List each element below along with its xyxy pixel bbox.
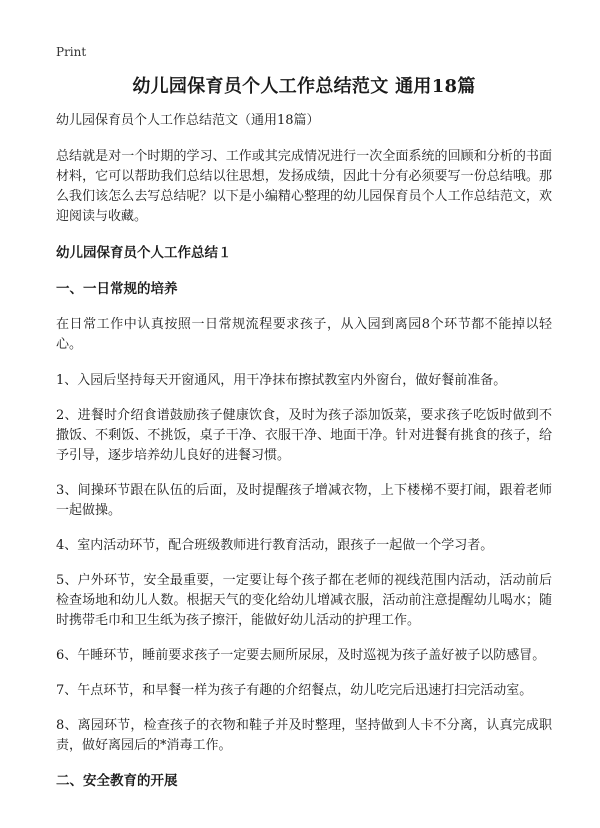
document-title: 幼儿园保育员个人工作总结范文 通用18篇 <box>132 76 476 97</box>
document-subtitle: 幼儿园保育员个人工作总结范文（通用18篇） <box>56 113 320 128</box>
print-label[interactable]: Print <box>56 45 87 59</box>
list-item: 4、室内活动环节，配合班级教师进行教育活动，跟孩子一起做一个学习者。 <box>56 538 494 553</box>
list-item: 1、入园后坚持每天开窗通风，用干净抹布擦拭教室内外窗台，做好餐前准备。 <box>56 373 507 388</box>
list-item: 3、间操环节跟在队伍的后面，及时提醒孩子增减衣物，上下楼梯不要打闹，跟着老师一起做操。 <box>56 483 552 518</box>
summary-heading: 幼儿园保育员个人工作总结１ <box>56 245 232 261</box>
intro-paragraph: 总结就是对一个时期的学习、工作或其完成情况进行一次全面系统的回顾和分析的书面材料，它可以帮助我们总结以往思想，发扬成绩，因此十分有必须要写一份总结哦。那么我们该怎么去写总结呢？以下是小编精心整理的幼儿园保育员个人工作总结范文，欢迎阅读与收藏。 <box>56 149 552 224</box>
list-item: 8、离园环节，检查孩子的衣物和鞋子并及时整理，坚持做到人卡不分离，认真完成职责，做好离园后的*消毒工作。 <box>56 718 552 753</box>
list-item: 6、午睡环节，睡前要求孩子一定要去厕所尿尿，及时巡视为孩子盖好被子以防感冒。 <box>56 648 546 663</box>
section-lead-paragraph: 在日常工作中认真按照一日常规流程要求孩子，从入园到离园8个环节都不能掉以轻心。 <box>56 317 552 352</box>
list-item: 5、户外环节，安全最重要，一定要让每个孩子都在老师的视线范围内活动，活动前后检查场地和幼儿人数。根据天气的变化给幼儿增减衣服，活动前注意提醒幼儿喝水；随时携带毛巾和卫生纸为孩子擦汗，能做好幼儿活动的护理工作。 <box>56 573 552 628</box>
section-heading-daily-routine: 一、一日常规的培养 <box>56 281 178 297</box>
list-item: 2、进餐时介绍食谱鼓励孩子健康饮食，及时为孩子添加饭菜，要求孩子吃饭时做到不撒饭、不剩饭、不挑饭，桌子干净、衣服干净、地面干净。针对进餐有挑食的孩子，给予引导，逐步培养幼儿良好的进餐习惯。 <box>56 408 552 463</box>
section-heading-safety-education: 二、安全教育的开展 <box>56 773 178 789</box>
list-item: 7、午点环节，和早餐一样为孩子有趣的介绍餐点，幼儿吃完后迅速打扫完活动室。 <box>56 683 533 698</box>
